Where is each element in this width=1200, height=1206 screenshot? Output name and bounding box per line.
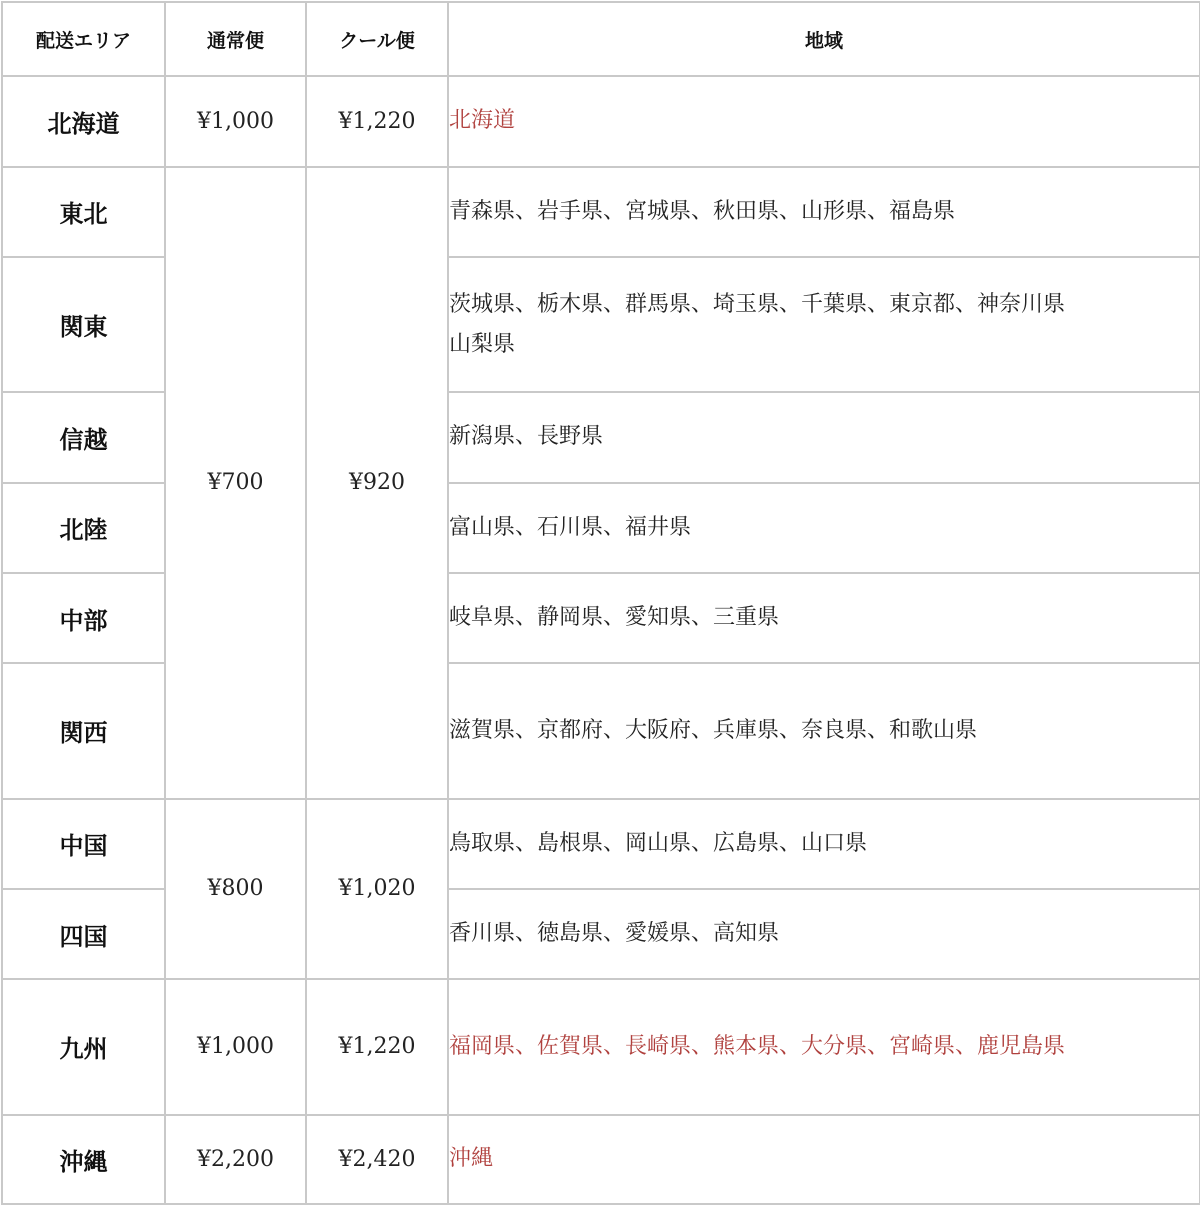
header-cool-shipping: クール便 <box>306 2 448 76</box>
area-cell: 中部 <box>2 573 165 663</box>
table-header-row <box>2 2 1200 76</box>
normal-price-cell: ¥1,000 <box>165 76 306 166</box>
cool-price-cell: ¥2,420 <box>306 1115 448 1204</box>
region-cell: 鳥取県、島根県、岡山県、広島県、山口県 <box>448 799 1200 889</box>
table-row <box>2 979 1200 1114</box>
table-row <box>2 799 1200 889</box>
area-cell: 中国 <box>2 799 165 889</box>
region-cell: 北海道 <box>448 76 1200 166</box>
area-cell: 信越 <box>2 392 165 482</box>
table-row <box>2 1115 1200 1204</box>
region-cell: 香川県、徳島県、愛媛県、高知県 <box>448 889 1200 979</box>
cool-price-cell: ¥1,220 <box>306 979 448 1114</box>
cool-price-cell: ¥1,220 <box>306 76 448 166</box>
normal-price-cell: ¥700 <box>165 167 306 799</box>
cool-price-cell: ¥920 <box>306 167 448 799</box>
area-cell: 沖縄 <box>2 1115 165 1204</box>
region-cell: 富山県、石川県、福井県 <box>448 483 1200 573</box>
normal-price-cell: ¥1,000 <box>165 979 306 1114</box>
area-cell: 関東 <box>2 257 165 392</box>
shipping-rate-table <box>1 1 1200 1205</box>
header-region: 地域 <box>448 2 1200 76</box>
region-line: 茨城県、栃木県、群馬県、埼玉県、千葉県、東京都、神奈川県 <box>449 291 1066 317</box>
area-cell: 北海道 <box>2 76 165 166</box>
table-row <box>2 167 1200 257</box>
region-cell: 滋賀県、京都府、大阪府、兵庫県、奈良県、和歌山県 <box>448 663 1200 798</box>
region-cell: 沖縄 <box>448 1115 1200 1204</box>
cool-price-cell: ¥1,020 <box>306 799 448 980</box>
region-cell: 新潟県、長野県 <box>448 392 1200 482</box>
area-cell: 九州 <box>2 979 165 1114</box>
region-cell: 青森県、岩手県、宮城県、秋田県、山形県、福島県 <box>448 167 1200 257</box>
region-cell <box>448 257 1200 392</box>
region-cell: 岐阜県、静岡県、愛知県、三重県 <box>448 573 1200 663</box>
area-cell: 東北 <box>2 167 165 257</box>
area-cell: 四国 <box>2 889 165 979</box>
region-cell: 福岡県、佐賀県、長崎県、熊本県、大分県、宮崎県、鹿児島県 <box>448 979 1200 1114</box>
normal-price-cell: ¥800 <box>165 799 306 980</box>
region-line: 山梨県 <box>449 331 516 357</box>
header-normal-shipping: 通常便 <box>165 2 306 76</box>
header-area: 配送エリア <box>2 2 165 76</box>
normal-price-cell: ¥2,200 <box>165 1115 306 1204</box>
area-cell: 北陸 <box>2 483 165 573</box>
table-row <box>2 76 1200 166</box>
area-cell: 関西 <box>2 663 165 798</box>
